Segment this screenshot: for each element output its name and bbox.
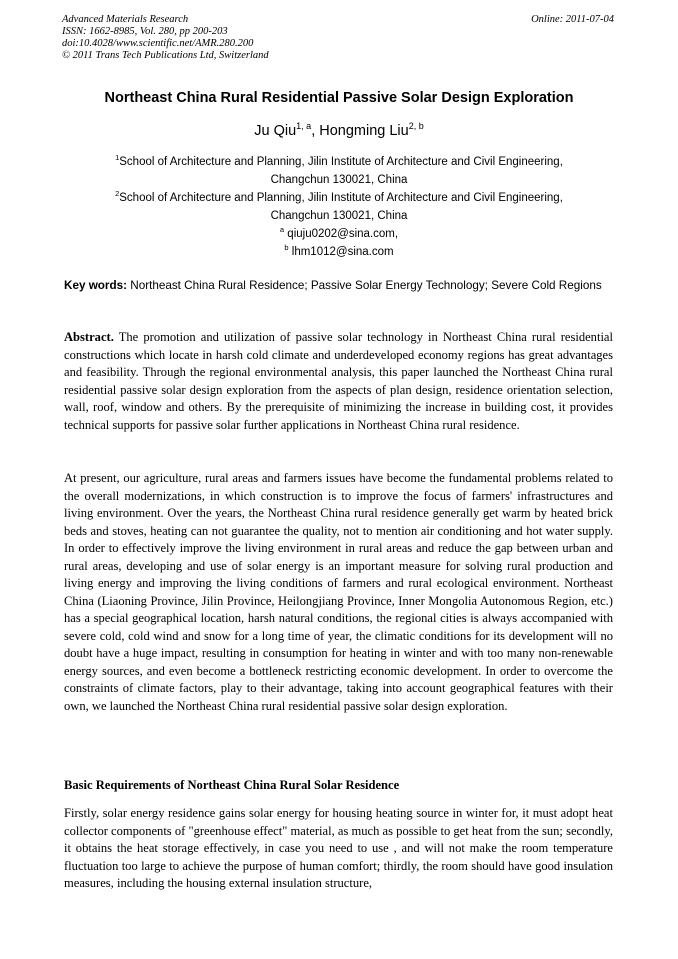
paper-title: Northeast China Rural Residential Passive Solar Design Exploration — [104, 90, 574, 106]
intro-paragraph: At present, our agriculture, rural areas and farmers issues have become the fundamental problems related to the overall modernizations, in which construction is to improve the focus of farmers' infrastructures and living environment. Over the years, the Northeast China rural residence generally get warm by heated brick beds and stoves, heating can not guarantee the quality, not to mention air conditioning and hot water supply. In order to effectively improve the living environment in rural areas and reduce the gap between urban and rural areas, developing and use of solar energy is an important measure for solving rural production and living energy and improving the living conditions of farmers and rural ecological environment. Northeast China (Liaoning Province, Jilin Province, Heilongjiang Province, Inner Mongolia Autonomous Region, etc.) has a special geographical location, harsh natural conditions, the regional cities is always accompanied with severe cold, cold wind and snow for a long time of year, the climatic conditions for its development will no doubt have a huge impact, resulting in consumption for heating in winter and with too many non-renewable energy sources, and even become a bottleneck restricting economic development. In order to overcome the constraints of climate factors, play to their advantage, taking into account geographical features with their own, we launched the Northeast China rural residential passive solar design exploration. — [64, 471, 613, 713]
author-line — [0, 123, 678, 139]
email-sup: b — [284, 243, 289, 253]
author-sup: 1, a — [296, 121, 312, 132]
affiliation-2-city: Changchun 130021, China — [270, 210, 408, 222]
affiliation-sup: 2 — [115, 189, 120, 199]
journal-doi: doi:10.4028/www.scientific.net/AMR.280.200 — [62, 38, 254, 49]
section-heading: Basic Requirements of Northeast China Rural Solar Residence — [64, 778, 400, 792]
keywords-label: Key words: — [64, 279, 127, 292]
email-b — [0, 243, 678, 261]
author-sup: 2, b — [408, 121, 424, 132]
email-address: lhm1012@sina.com — [291, 246, 394, 258]
email-address: qiuju0202@sina.com, — [287, 228, 399, 240]
journal-header — [62, 14, 269, 62]
journal-issn: ISSN: 1662-8985, Vol. 280, pp 200-203 — [62, 26, 228, 37]
journal-name: Advanced Materials Research — [62, 14, 189, 25]
keywords-text: Northeast China Rural Residence; Passive Solar Energy Technology; Severe Cold Regions — [130, 279, 602, 292]
affiliations — [0, 153, 678, 261]
journal-copyright: © 2011 Trans Tech Publications Ltd, Switzerland — [62, 50, 269, 61]
keywords — [64, 277, 613, 294]
affiliation-text: School of Architecture and Planning, Jilin Institute of Architecture and Civil Engineering, — [119, 156, 563, 168]
author-name: Hongming Liu — [319, 123, 409, 139]
affiliation-sup: 1 — [115, 153, 120, 163]
author-name: Ju Qiu — [254, 123, 297, 139]
abstract-text: The promotion and utilization of passive solar technology in Northeast China rural residential constructions which locate in harsh cold climate and underdeveloped economy regions has great advantages and feasibility. Through the regional environmental analysis, this paper launched the Northeast China rural residential passive solar design exploration from the aspects of plan design, residence orientation selection, wall, roof, window and others. By the prerequisite of minimizing the increase in building cost, it provides technical supports for passive solar further applications in Northeast China rural residence. — [64, 330, 613, 432]
affiliation-2 — [0, 189, 678, 207]
online-date: Online: 2011-07-04 — [531, 14, 614, 25]
affiliation-1 — [0, 153, 678, 171]
author-separator: , — [311, 123, 320, 139]
abstract-label: Abstract. — [64, 330, 114, 344]
abstract — [64, 329, 613, 434]
email-sup: a — [279, 225, 285, 235]
email-a — [0, 225, 678, 243]
affiliation-text: School of Architecture and Planning, Jilin Institute of Architecture and Civil Engineering, — [119, 192, 563, 204]
section-paragraph: Firstly, solar energy residence gains solar energy for housing heating source in winter for, it must adopt heat collector components of "greenhouse effect" material, as much as possible to get heat from the sun; secondly, it obtains the heat storage effectively, in case you need to use , and will not make the room temperature fluctuation too large to achieve the purpose of human comfort; thirdly, the room should have good insulation measures, including the housing external insulation structure, — [64, 806, 613, 890]
affiliation-1-city: Changchun 130021, China — [270, 174, 408, 186]
